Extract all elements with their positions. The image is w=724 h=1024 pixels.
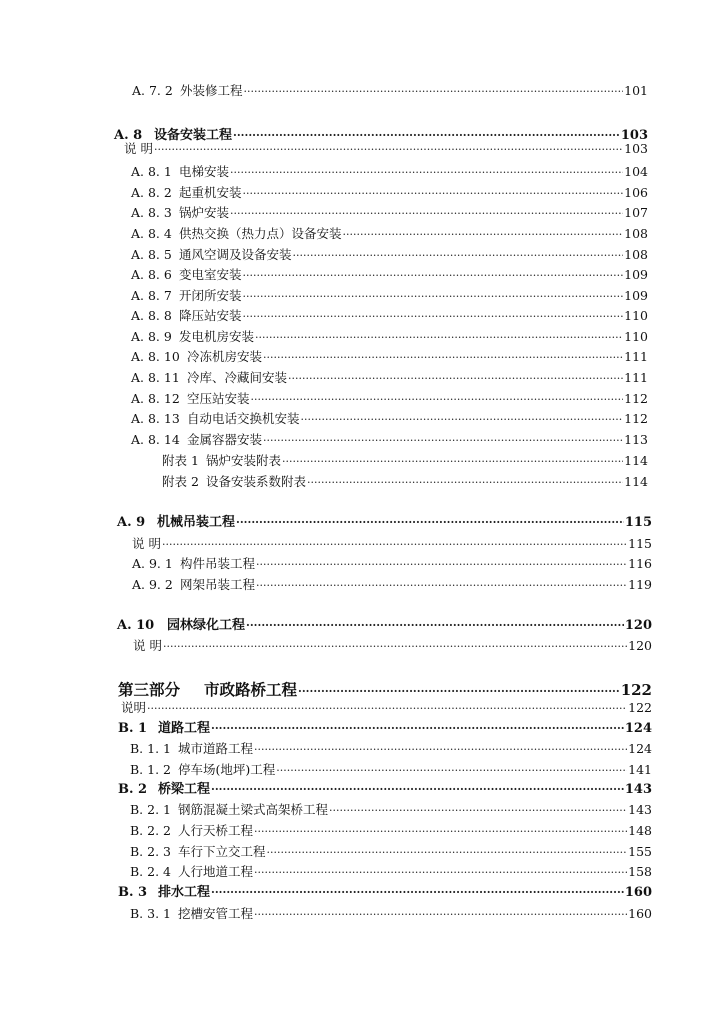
toc-entry[interactable] <box>131 162 648 182</box>
toc-entry-title: 设备安装工程 <box>154 128 233 143</box>
toc-entry-page-number: 109 <box>624 267 648 282</box>
toc-entry-page-number: 103 <box>624 141 648 156</box>
toc-entry-page-number: 107 <box>624 205 648 220</box>
toc-entry-title: 空压站安装 <box>187 391 250 406</box>
toc-entry-title: 金属容器安装 <box>187 432 263 447</box>
dot-leader <box>293 246 624 266</box>
toc-entry-number: B. 2. 2 <box>130 823 171 838</box>
toc-entry-title: 自动电话交换机安装 <box>187 411 300 426</box>
dot-leader <box>276 761 627 781</box>
toc-entry[interactable] <box>131 327 648 347</box>
toc-entry-page-number: 158 <box>628 864 652 879</box>
toc-entry-number: A. 8. 8 <box>131 308 172 323</box>
dot-leader <box>211 719 624 739</box>
toc-entry[interactable] <box>131 183 648 203</box>
toc-entry-title: 降压站安装 <box>179 308 242 323</box>
toc-entry-number: A. 8. 6 <box>131 267 172 282</box>
toc-entry[interactable] <box>131 389 648 409</box>
toc-entry[interactable] <box>130 862 652 882</box>
toc-entry[interactable] <box>121 698 652 718</box>
toc-entry-title: 说 明 <box>132 536 161 551</box>
toc-entry-page-number: 110 <box>624 308 648 323</box>
dot-leader <box>154 140 623 160</box>
toc-entry-page-number: 160 <box>624 885 652 900</box>
toc-entry-title: 说 明 <box>133 638 162 653</box>
dot-leader <box>254 740 627 760</box>
toc-entry-number: A. 9. 2 <box>132 577 173 592</box>
toc-entry-title: 开闭所安装 <box>179 288 242 303</box>
toc-entry-page-number: 111 <box>624 349 648 364</box>
toc-entry-number: A. 8. 13 <box>131 411 180 426</box>
toc-entry-number: A. 8. 11 <box>131 370 180 385</box>
toc-entry-page-number: 141 <box>628 762 652 777</box>
toc-entry-page-number: 124 <box>628 741 652 756</box>
toc-entry[interactable] <box>131 368 648 388</box>
dot-leader <box>254 905 627 925</box>
toc-entry[interactable] <box>132 534 652 554</box>
toc-entry[interactable] <box>131 224 648 244</box>
toc-entry-page-number: 106 <box>624 185 648 200</box>
toc-entry[interactable] <box>162 451 648 471</box>
dot-leader <box>243 307 624 327</box>
dot-leader <box>256 576 627 596</box>
toc-entry-number: A. 8. 5 <box>131 247 172 262</box>
toc-entry-number: A. 8. 12 <box>131 391 180 406</box>
toc-entry-number: A. 8. 9 <box>131 329 172 344</box>
toc-entry-title: 外装修工程 <box>180 83 243 98</box>
toc-entry-page-number: 148 <box>628 823 652 838</box>
toc-entry-number: B. 3. 1 <box>130 906 171 921</box>
toc-entry-title: 锅炉安装附表 <box>206 453 282 468</box>
toc-entry[interactable] <box>117 616 652 636</box>
toc-entry[interactable] <box>131 430 648 450</box>
toc-entry[interactable] <box>118 780 652 800</box>
toc-entry-title: 说 明 <box>124 141 153 156</box>
dot-leader <box>263 431 623 451</box>
dot-leader <box>251 390 624 410</box>
toc-entry-page-number: 110 <box>624 329 648 344</box>
toc-entry-title: 人行天桥工程 <box>178 823 254 838</box>
toc-entry[interactable] <box>118 719 652 739</box>
toc-entry-page-number: 104 <box>624 164 648 179</box>
toc-entry-title: 通风空调及设备安装 <box>179 247 292 262</box>
toc-entry[interactable] <box>130 800 652 820</box>
toc-entry[interactable] <box>162 472 648 492</box>
toc-entry-page-number: 120 <box>628 638 652 653</box>
toc-entry-number: A. 8. 2 <box>131 185 172 200</box>
toc-entry-number: A. 8. 10 <box>131 349 180 364</box>
toc-entry-number: A. 8. 1 <box>131 164 172 179</box>
dot-leader <box>243 287 624 307</box>
dot-leader <box>244 82 624 102</box>
toc-entry-number: A. 8. 14 <box>131 432 180 447</box>
toc-entry-title: 园林绿化工程 <box>167 618 246 633</box>
toc-entry-page-number: 160 <box>628 906 652 921</box>
toc-entry[interactable] <box>130 739 652 759</box>
toc-entry[interactable] <box>130 904 652 924</box>
toc-entry-title: 挖槽安管工程 <box>178 906 254 921</box>
toc-entry[interactable] <box>132 81 648 101</box>
toc-entry-title: 变电室安装 <box>179 267 242 282</box>
toc-entry-title: 车行下立交工程 <box>178 844 266 859</box>
toc-entry[interactable] <box>131 265 648 285</box>
dot-leader <box>162 535 627 555</box>
toc-entry-number: 附表 2 <box>162 474 199 489</box>
toc-entry-title: 设备安装系数附表 <box>206 474 307 489</box>
dot-leader <box>246 616 624 636</box>
dot-leader <box>256 555 627 575</box>
toc-entry-title: 冷库、冷藏间安装 <box>187 370 288 385</box>
toc-entry-page-number: 111 <box>624 370 648 385</box>
toc-entry-number: A. 7. 2 <box>132 83 173 98</box>
dot-leader <box>243 266 624 286</box>
toc-entry[interactable] <box>133 636 652 656</box>
toc-entry-number: B. 2. 1 <box>130 802 171 817</box>
dot-leader <box>263 348 623 368</box>
toc-entry[interactable] <box>118 883 652 903</box>
toc-entry-number: B. 2. 4 <box>130 864 171 879</box>
toc-entry-title: 人行地道工程 <box>178 864 254 879</box>
toc-entry-page-number: 122 <box>620 681 652 699</box>
dot-leader <box>282 452 623 472</box>
toc-entry[interactable] <box>130 821 652 841</box>
toc-entry-title: 冷冻机房安装 <box>187 349 263 364</box>
toc-entry[interactable] <box>132 575 652 595</box>
dot-leader <box>236 513 624 533</box>
toc-entry-title: 城市道路工程 <box>178 741 254 756</box>
dot-leader <box>255 328 623 348</box>
toc-entry-number: A. 9 <box>117 515 146 530</box>
dot-leader <box>230 163 623 183</box>
toc-entry[interactable] <box>132 554 652 574</box>
dot-leader <box>147 699 627 719</box>
toc-entry-title: 排水工程 <box>158 885 211 900</box>
toc-entry-number: B. 2. 3 <box>130 844 171 859</box>
toc-entry-title: 市政路桥工程 <box>204 680 298 699</box>
toc-entry-number: A. 8. 4 <box>131 226 172 241</box>
toc-entry-page-number: 112 <box>624 411 648 426</box>
toc-entry-page-number: 155 <box>628 844 652 859</box>
dot-leader <box>288 369 623 389</box>
toc-entry-title: 网架吊装工程 <box>180 577 256 592</box>
toc-entry-number: 第三部分 <box>118 680 181 699</box>
toc-entry-page-number: 103 <box>620 128 648 143</box>
toc-entry-page-number: 143 <box>628 802 652 817</box>
toc-entry-page-number: 120 <box>624 618 652 633</box>
toc-entry-number: A. 10 <box>117 618 155 633</box>
toc-entry-page-number: 115 <box>624 515 652 530</box>
toc-entry-title: 桥梁工程 <box>158 782 211 797</box>
toc-entry-title: 构件吊装工程 <box>180 556 256 571</box>
toc-entry-title: 锅炉安装 <box>179 205 230 220</box>
toc-entry[interactable] <box>131 203 648 223</box>
toc-entry-page-number: 114 <box>624 453 648 468</box>
toc-entry-page-number: 122 <box>628 700 652 715</box>
toc-entry-page-number: 115 <box>628 536 652 551</box>
toc-entry-title: 道路工程 <box>158 721 211 736</box>
toc-entry[interactable] <box>117 513 652 533</box>
dot-leader <box>163 637 627 657</box>
toc-entry[interactable] <box>131 347 648 367</box>
toc-entry[interactable] <box>130 760 652 780</box>
toc-entry-number: A. 8. 3 <box>131 205 172 220</box>
dot-leader <box>211 780 624 800</box>
toc-entry-title: 机械吊装工程 <box>157 515 236 530</box>
toc-entry-page-number: 108 <box>624 226 648 241</box>
dot-leader <box>254 863 627 883</box>
toc-entry[interactable] <box>130 842 652 862</box>
toc-entry-page-number: 124 <box>624 721 652 736</box>
toc-entry-number: A. 9. 1 <box>132 556 173 571</box>
toc-entry-title: 供热交换（热力点）设备安装 <box>179 226 342 241</box>
toc-entry-page-number: 114 <box>624 474 648 489</box>
toc-entry-number: B. 3 <box>118 885 148 900</box>
toc-entry-number: 附表 1 <box>162 453 199 468</box>
toc-entry-number: B. 1 <box>118 721 148 736</box>
toc-entry[interactable] <box>131 245 648 265</box>
toc-entry-title: 发电机房安装 <box>179 329 255 344</box>
toc-entry-page-number: 109 <box>624 288 648 303</box>
toc-entry-title: 说明 <box>121 700 147 715</box>
toc-entry-title: 钢筋混凝土梁式高架桥工程 <box>178 802 329 817</box>
toc-entry-page-number: 143 <box>624 782 652 797</box>
toc-entry-title: 电梯安装 <box>179 164 230 179</box>
toc-entry-page-number: 108 <box>624 247 648 262</box>
dot-leader <box>301 410 624 430</box>
dot-leader <box>230 204 623 224</box>
toc-entry[interactable] <box>124 139 648 159</box>
toc-entry[interactable] <box>131 286 648 306</box>
toc-entry[interactable] <box>131 306 648 326</box>
toc-entry-number: B. 1. 1 <box>130 741 171 756</box>
toc-entry-page-number: 116 <box>628 556 652 571</box>
dot-leader <box>211 883 624 903</box>
toc-entry-number: B. 1. 2 <box>130 762 171 777</box>
toc-entry-number: A. 8 <box>114 128 143 143</box>
dot-leader <box>254 822 627 842</box>
toc-entry-number: B. 2 <box>118 782 148 797</box>
dot-leader <box>307 473 623 493</box>
dot-leader <box>267 843 628 863</box>
dot-leader <box>243 184 624 204</box>
toc-entry-page-number: 112 <box>624 391 648 406</box>
dot-leader <box>343 225 624 245</box>
toc-entry-title: 停车场(地坪)工程 <box>178 762 276 777</box>
toc-entry[interactable] <box>131 409 648 429</box>
toc-entry-number: A. 8. 7 <box>131 288 172 303</box>
dot-leader <box>329 801 627 821</box>
toc-entry-title: 起重机安装 <box>179 185 242 200</box>
toc-entry-page-number: 113 <box>624 432 648 447</box>
toc-entry-page-number: 101 <box>624 83 648 98</box>
toc-entry-page-number: 119 <box>628 577 652 592</box>
